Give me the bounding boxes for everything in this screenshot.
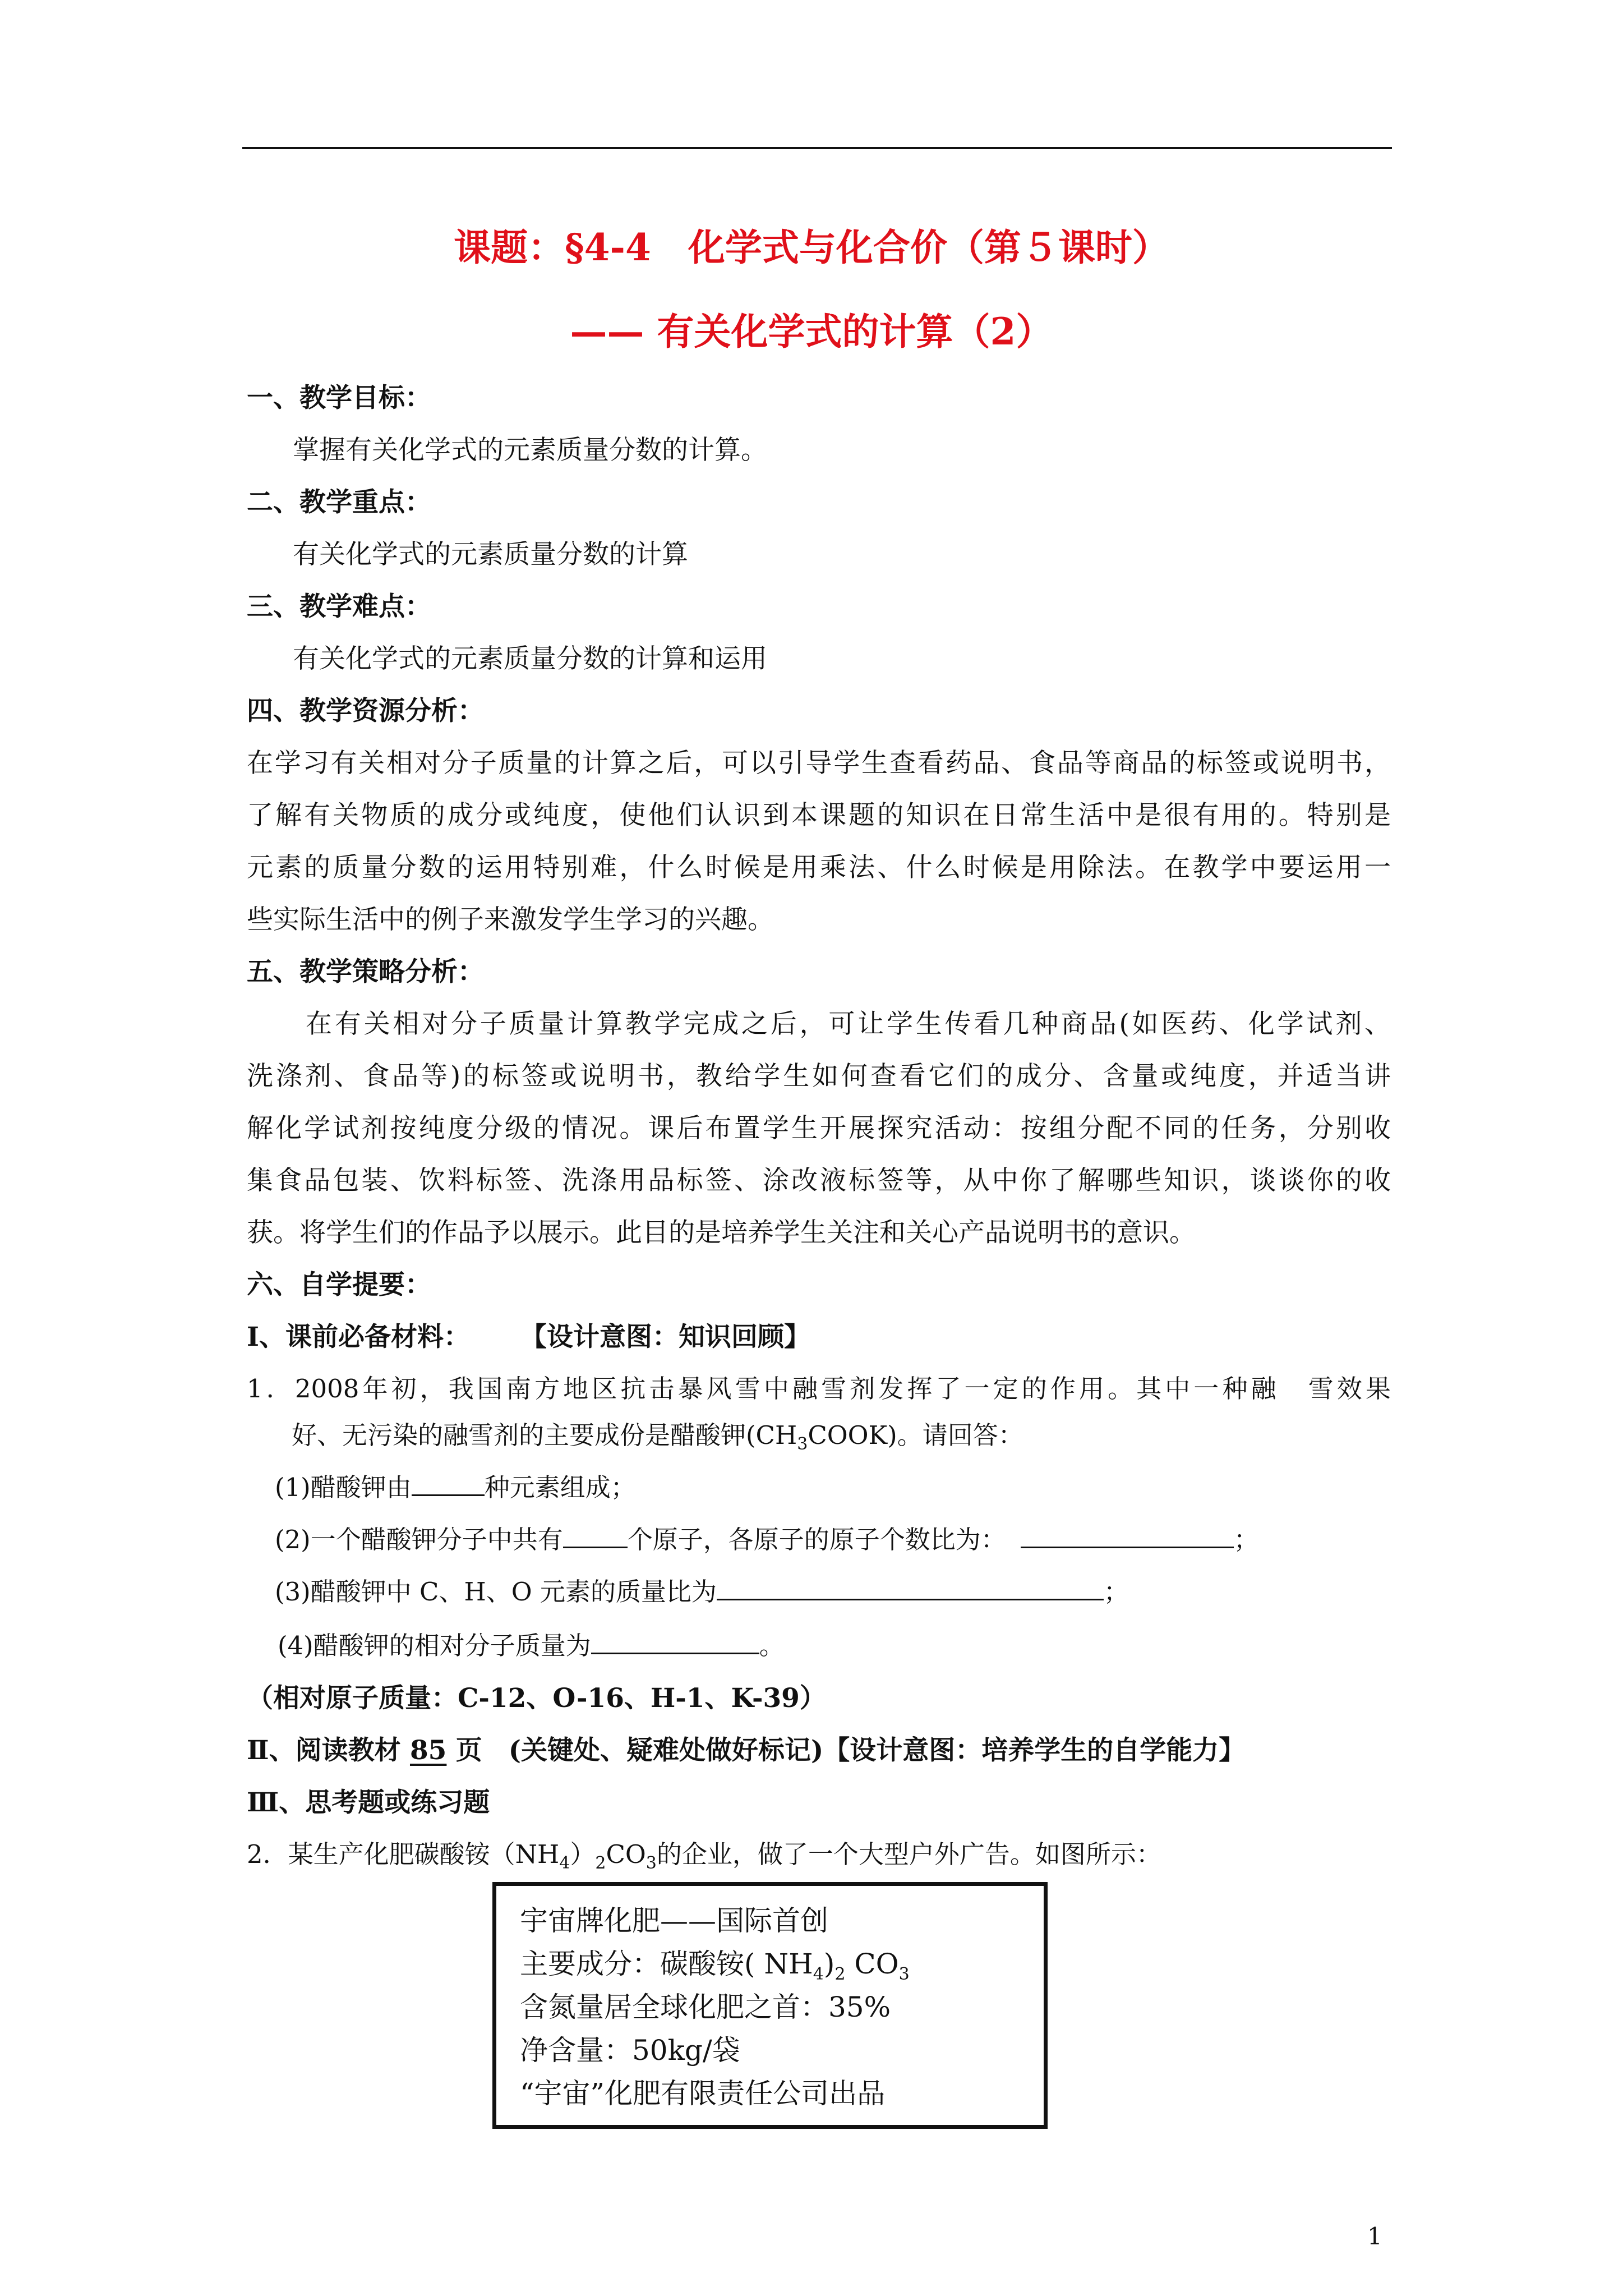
formula-subscript: 4 xyxy=(813,1964,824,1984)
part-one-heading xyxy=(247,1316,810,1354)
resource-analysis-line: 些实际生活中的例子来激发学生学习的兴趣。 xyxy=(247,904,774,935)
ad-headline: 宇宙牌化肥——国际首创 xyxy=(520,1904,828,1937)
strategy-analysis-line: 获。将学生们的作品予以展示。此目的是培养学生关注和关心产品说明书的意识。 xyxy=(247,1217,1196,1248)
strategy-analysis-line: 洗涤剂、食品等)的标签或说明书，教给学生如何查看它们的成分、含量或纯度，并适当讲 xyxy=(247,1061,1391,1092)
section-heading-self-study: 六、自学提要： xyxy=(247,1269,431,1300)
ad-net-weight: 净含量：50kg/袋 xyxy=(520,2034,740,2067)
ad-nitrogen-content: 含氮量居全球化肥之首：35% xyxy=(520,1991,891,2023)
section-heading-objectives: 一、教学目标： xyxy=(247,383,431,413)
part-one-label: Ⅰ、课前必备材料： xyxy=(247,1322,470,1352)
strategy-analysis-line: 在有关相对分子质量计算教学完成之后，可让学生传看几种商品(如医药、化学试剂、 xyxy=(306,1009,1391,1039)
question-text: (3)醋酸钾中 C、H、O 元素的质量比为 xyxy=(275,1577,717,1607)
part-two-text: Ⅱ、阅读教材 xyxy=(247,1735,410,1766)
section-heading-key-points: 二、教学重点： xyxy=(247,487,431,518)
question-text: (1)醋酸钾由 xyxy=(275,1473,412,1502)
question-text: 的企业，做了一个大型户外广告。如图所示： xyxy=(656,1839,1161,1869)
page-number: 1 xyxy=(1367,2223,1382,2250)
textbook-page-number: 85 xyxy=(409,1735,447,1766)
ad-text: 主要成分：碳酸铵( NH xyxy=(520,1948,813,1980)
question-1-text: 好、无污染的融雪剂的主要成份是醋酸钾(CH xyxy=(292,1420,797,1450)
question-2-stem xyxy=(247,1834,1161,1873)
strategy-analysis-line: 解化学试剂按纯度分级的情况。课后布置学生开展探究活动：按组分配不同的任务，分别收 xyxy=(247,1113,1391,1144)
question-text: ） xyxy=(570,1839,596,1869)
formula-subscript: 3 xyxy=(797,1434,808,1454)
answer-blank[interactable] xyxy=(412,1472,485,1496)
question-1-stem: 1．2008年初，我国南方地区抗击暴风雪中融雪剂发挥了一定的作用。其中一种融 雪效果 xyxy=(247,1374,1391,1404)
formula-subscript: 2 xyxy=(595,1853,606,1873)
resource-analysis-line: 了解有关物质的成分或纯度，使他们认识到本课题的知识在日常生活中是很有用的。特别是 xyxy=(247,800,1391,831)
part-two-text: 页 (关键处、疑难处做好标记)【设计意图：培养学生的自学能力】 xyxy=(446,1735,1246,1766)
resource-analysis-line: 在学习有关相对分子质量的计算之后，可以引导学生查看药品、食品等商品的标签或说明书， xyxy=(247,748,1391,779)
answer-blank[interactable] xyxy=(591,1630,759,1654)
section-heading-difficulties: 三、教学难点： xyxy=(247,591,431,622)
question-text: 。 xyxy=(759,1631,785,1660)
question-text: ； xyxy=(1103,1577,1129,1607)
fertilizer-advertisement-box xyxy=(492,1882,1048,2129)
section-heading-strategy-analysis: 五、教学策略分析： xyxy=(247,956,484,987)
answer-blank[interactable] xyxy=(717,1576,1104,1600)
lesson-subtitle: —— 有关化学式的计算（2） xyxy=(570,310,1053,353)
formula-subscript: 3 xyxy=(645,1853,657,1873)
question-text: (4)醋酸钾的相对分子质量为 xyxy=(278,1631,591,1660)
answer-blank[interactable] xyxy=(1021,1524,1234,1548)
section-heading-resource-analysis: 四、教学资源分析： xyxy=(247,696,484,726)
part-two-heading xyxy=(247,1729,1245,1767)
question-1-part-1 xyxy=(275,1467,636,1503)
strategy-analysis-line: 集食品包装、饮料标签、洗涤用品标签、涂改液标签等，从中你了解哪些知识，谈谈你的收 xyxy=(247,1165,1391,1196)
question-text: 个原子，各原子的原子个数比为： xyxy=(627,1525,1006,1554)
formula-subscript: 4 xyxy=(559,1853,570,1873)
part-three-heading: Ⅲ、思考题或练习题 xyxy=(247,1787,490,1818)
formula-subscript: 2 xyxy=(834,1964,846,1984)
question-text: ； xyxy=(1233,1525,1259,1554)
key-points-text: 有关化学式的元素质量分数的计算 xyxy=(293,539,688,570)
header-rule xyxy=(242,147,1392,149)
formula-subscript: 3 xyxy=(898,1964,910,1984)
lesson-title: 课题：§4-4 化学式与化合价（第５课时） xyxy=(454,226,1169,269)
ad-producer: “宇宙”化肥有限责任公司出品 xyxy=(520,2077,886,2110)
question-1-part-3 xyxy=(275,1571,1129,1608)
ad-main-component xyxy=(520,1941,910,1984)
atomic-masses-note: （相对原子质量：C-12、O-16、H-1、K-39） xyxy=(247,1683,826,1714)
question-text: CO xyxy=(606,1839,646,1869)
question-text: 种元素组成； xyxy=(484,1473,636,1502)
question-text: 2．某生产化肥碳酸铵（NH xyxy=(247,1839,560,1869)
resource-analysis-line: 元素的质量分数的运用特别难，什么时候是用乘法、什么时候是用除法。在教学中要运用一 xyxy=(247,852,1391,883)
part-one-design-intent: 【设计意图：知识回顾】 xyxy=(520,1322,810,1352)
objectives-text: 掌握有关化学式的元素质量分数的计算。 xyxy=(293,435,767,466)
difficulties-text: 有关化学式的元素质量分数的计算和运用 xyxy=(293,643,767,674)
question-1-text: COOK)。请回答： xyxy=(808,1420,1023,1450)
ad-text: ) xyxy=(823,1948,835,1980)
question-1-part-2 xyxy=(275,1519,1259,1556)
question-1-part-4 xyxy=(278,1625,785,1662)
question-text: (2)一个醋酸钾分子中共有 xyxy=(275,1525,563,1554)
answer-blank[interactable] xyxy=(563,1524,628,1548)
question-1-stem-cont xyxy=(292,1415,1023,1454)
ad-text: CO xyxy=(845,1948,899,1980)
